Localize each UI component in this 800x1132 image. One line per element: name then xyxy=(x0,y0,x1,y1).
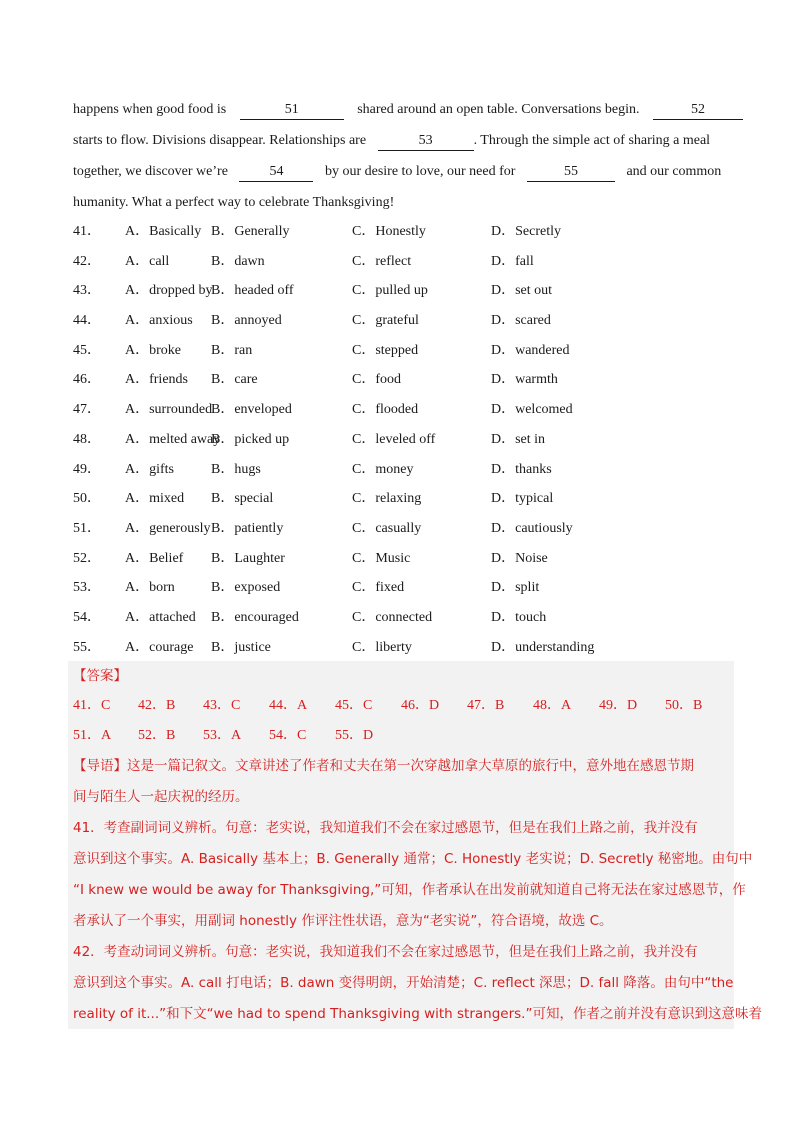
explanation-line: “I knew we would be away for Thanksgiving,”可知，作者承认在出发前就知道自己将无法在家过感恩节，作 xyxy=(73,882,746,898)
explanation-line: reality of it...”和下文“we had to spend Thanksgiving with strangers.”可知，作者之前并没有意识到这意味着 xyxy=(73,1006,762,1022)
option-row xyxy=(73,484,729,514)
option-d: D．set out xyxy=(491,283,553,299)
option-row xyxy=(73,544,729,574)
option-c: C．Honestly xyxy=(352,224,426,239)
option-d: D．Secretly xyxy=(491,224,561,239)
option-a: A．attached xyxy=(125,609,196,625)
option-b: B．Generally xyxy=(211,224,290,239)
question-number: 43． xyxy=(73,283,101,299)
answer-item: 48．A xyxy=(533,698,572,713)
option-row xyxy=(73,425,729,455)
explanation-line: 间与陌生人一起庆祝的经历。 xyxy=(73,789,249,805)
question-number: 53． xyxy=(73,580,101,596)
option-a: A．gifts xyxy=(125,461,174,477)
option-a: A．melted away xyxy=(125,431,221,447)
answer-item: 41．C xyxy=(73,698,111,713)
option-row xyxy=(73,633,729,663)
option-c: C．reflect xyxy=(352,253,412,269)
answer-section xyxy=(73,661,762,1030)
option-row xyxy=(73,573,729,603)
option-a: A．generously xyxy=(125,520,211,536)
answer-item: 52．B xyxy=(138,728,176,743)
text: shared around an open table. Conversations begin. xyxy=(357,102,640,117)
blank-51: 51 xyxy=(240,101,344,120)
blank-52: 52 xyxy=(653,101,743,120)
answer-item: 49．D xyxy=(599,698,638,713)
blank-53: 53 xyxy=(378,132,474,151)
option-c: C．fixed xyxy=(352,580,405,596)
option-b: B．care xyxy=(211,372,258,388)
passage-line-3 xyxy=(73,156,729,187)
answer-item: 42．B xyxy=(138,698,176,713)
explanation-line: 【导语】这是一篇记叙文。文章讲述了作者和丈夫在第一次穿越加拿大草原的旅行中，意外地在感恩节期 xyxy=(73,758,694,774)
option-a: A．dropped by xyxy=(125,283,213,299)
question-number: 45． xyxy=(73,342,101,358)
option-b: B．ran xyxy=(211,342,253,358)
answer-item: 51．A xyxy=(73,728,112,743)
option-row xyxy=(73,276,729,306)
option-d: D．welcomed xyxy=(491,402,573,418)
option-c: C．stepped xyxy=(352,342,419,358)
explanation xyxy=(73,751,762,1030)
answer-item: 44．A xyxy=(269,698,308,713)
question-number: 48． xyxy=(73,431,101,447)
option-d: D．fall xyxy=(491,253,534,269)
text: and our common xyxy=(626,164,722,179)
option-b: B．enveloped xyxy=(211,402,292,418)
option-c: C．money xyxy=(352,461,414,477)
explanation-line: 意识到这个事实。A. Basically 基本上；B. Generally 通常；C. Honestly 老实说；D. Secretly 秘密地。由句中 xyxy=(73,851,753,867)
option-a: A．anxious xyxy=(125,313,193,329)
option-d: D．understanding xyxy=(491,639,595,655)
text: starts to flow. Divisions disappear. Relationships are xyxy=(73,133,367,148)
explanation-line: 42．考查动词词义辨析。句意：老实说，我知道我们不会在家过感恩节，但是在我们上路之前，我并没有 xyxy=(73,944,698,960)
option-d: D．thanks xyxy=(491,461,552,477)
answer-item: 55．D xyxy=(335,728,374,743)
option-row xyxy=(73,336,729,366)
answer-item: 45．C xyxy=(335,698,373,713)
question-number: 50． xyxy=(73,491,101,507)
option-d: D．wandered xyxy=(491,342,570,358)
option-c: C．liberty xyxy=(352,639,412,655)
question-number: 44． xyxy=(73,313,101,329)
option-c: C．flooded xyxy=(352,402,419,418)
option-b: B．hugs xyxy=(211,461,261,477)
passage-line-4: humanity. What a perfect way to celebrate Thanksgiving! xyxy=(73,195,395,210)
answer-item: 43．C xyxy=(203,698,241,713)
options-list xyxy=(73,217,729,662)
option-row xyxy=(73,365,729,395)
option-a: A．friends xyxy=(125,372,188,388)
answer-item: 54．C xyxy=(269,728,307,743)
passage-line-2 xyxy=(73,125,729,156)
option-a: A．Belief xyxy=(125,550,184,566)
answer-row xyxy=(73,721,729,751)
option-c: C．Music xyxy=(352,550,411,566)
answer-title: 【答案】 xyxy=(73,668,127,684)
option-d: D．touch xyxy=(491,609,547,625)
option-b: B．dawn xyxy=(211,253,265,269)
blank-54: 54 xyxy=(239,163,313,182)
option-a: A．mixed xyxy=(125,491,185,507)
passage-line-1 xyxy=(73,94,729,125)
option-b: B．justice xyxy=(211,639,271,655)
option-b: B．exposed xyxy=(211,580,281,596)
option-c: C．pulled up xyxy=(352,283,428,299)
option-row xyxy=(73,217,729,247)
option-row xyxy=(73,247,729,277)
text: by our desire to love, our need for xyxy=(324,164,516,179)
cloze-passage xyxy=(73,94,729,218)
question-number: 42． xyxy=(73,253,101,269)
option-b: B．Laughter xyxy=(211,550,285,566)
option-b: B．annoyed xyxy=(211,313,282,329)
answer-row xyxy=(73,691,729,721)
answer-item: 46．D xyxy=(401,698,440,713)
explanation-line: 意识到这个事实。A. call 打电话；B. dawn 变得明朗，开始清楚；C. reflect 深思；D. fall 降落。由句中“the xyxy=(73,975,734,991)
option-a: A．broke xyxy=(125,342,181,358)
option-d: D．warmth xyxy=(491,372,558,388)
option-b: B．encouraged xyxy=(211,609,299,625)
option-b: B．headed off xyxy=(211,283,294,299)
option-a: A．call xyxy=(125,253,170,269)
option-d: D．scared xyxy=(491,313,551,329)
option-row xyxy=(73,455,729,485)
option-b: B．patiently xyxy=(211,520,284,536)
question-number: 55． xyxy=(73,639,101,655)
answer-item: 53．A xyxy=(203,728,242,743)
blank-55: 55 xyxy=(527,163,615,182)
option-c: C．relaxing xyxy=(352,491,422,507)
option-a: A．surrounded xyxy=(125,402,213,418)
question-number: 52． xyxy=(73,550,101,566)
option-c: C．connected xyxy=(352,609,433,625)
answer-item: 50．B xyxy=(665,698,703,713)
option-c: C．grateful xyxy=(352,313,419,329)
option-row xyxy=(73,603,729,633)
option-c: C．food xyxy=(352,372,401,388)
option-b: B．special xyxy=(211,491,274,507)
option-d: D．typical xyxy=(491,491,554,507)
option-row xyxy=(73,514,729,544)
option-a: A．Basically xyxy=(125,224,202,239)
question-number: 47． xyxy=(73,402,101,418)
text: together, we discover we’re xyxy=(73,164,228,179)
explanation-line: 41．考查副词词义辨析。句意：老实说，我知道我们不会在家过感恩节，但是在我们上路之前，我并没有 xyxy=(73,820,698,836)
answer-item: 47．B xyxy=(467,698,505,713)
question-number: 51． xyxy=(73,520,101,536)
text: happens when good food is xyxy=(73,102,227,117)
option-c: C．casually xyxy=(352,520,422,536)
option-row xyxy=(73,395,729,425)
option-d: D．cautiously xyxy=(491,520,573,536)
question-number: 49． xyxy=(73,461,101,477)
option-c: C．leveled off xyxy=(352,431,436,447)
option-a: A．courage xyxy=(125,639,194,655)
option-d: D．set in xyxy=(491,431,546,447)
question-number: 46． xyxy=(73,372,101,388)
option-b: B．picked up xyxy=(211,431,290,447)
question-number: 54． xyxy=(73,609,101,625)
explanation-line: 者承认了一个事实，用副词 honestly 作评注性状语，意为“老实说”，符合语境，故选 C。 xyxy=(73,913,613,929)
option-d: D．Noise xyxy=(491,550,548,566)
option-a: A．born xyxy=(125,580,175,596)
option-d: D．split xyxy=(491,580,540,596)
text: . Through the simple act of sharing a meal xyxy=(473,133,711,148)
question-number: 41． xyxy=(73,224,101,239)
option-row xyxy=(73,306,729,336)
